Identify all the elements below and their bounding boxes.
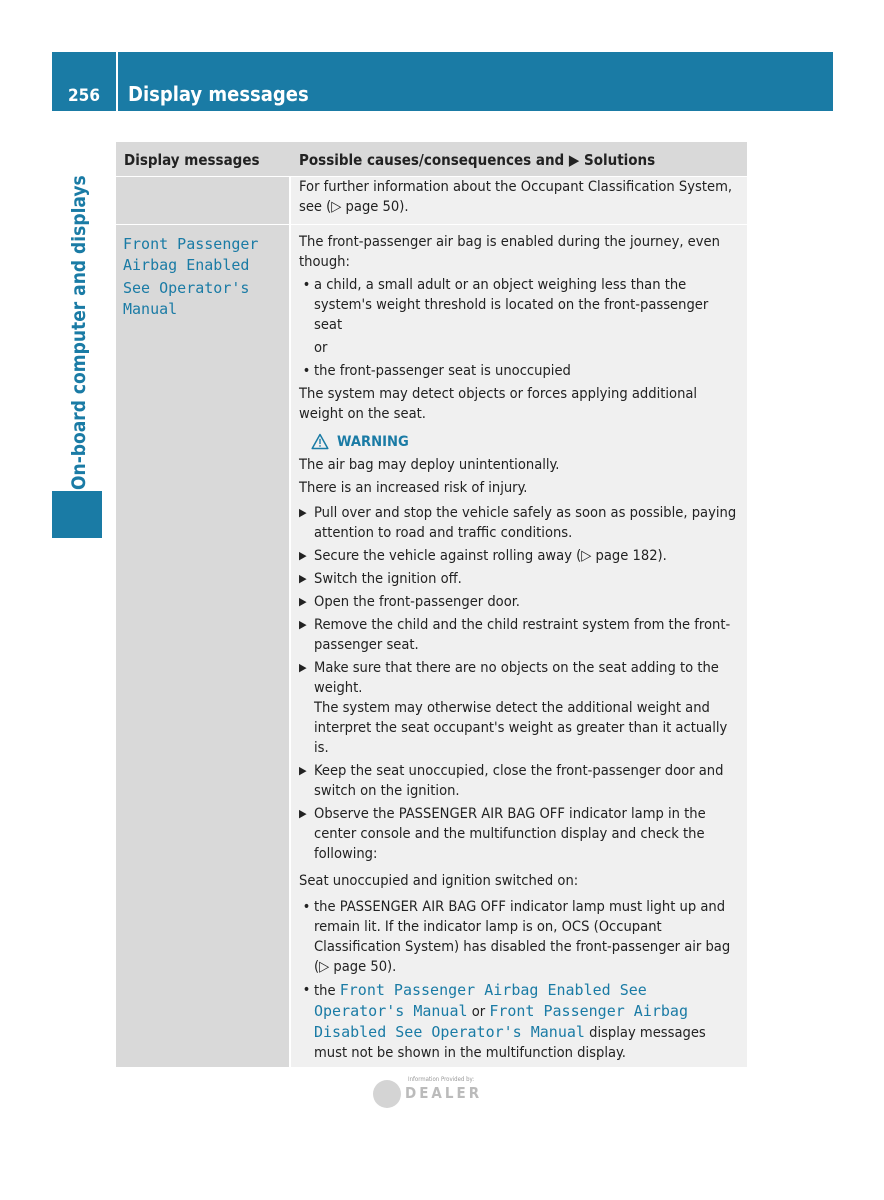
display-messages-table	[116, 142, 747, 1067]
message-line: Front Passenger	[123, 235, 259, 253]
step-item: ▶ Make sure that there are no objects on the seat adding to the weight. The system may otherwise detect the additional weight and interpret the seat occupant's weight as greater than it actually is.	[299, 659, 728, 756]
chapter-title: On-board computer and displays	[68, 175, 90, 490]
section-title: Display messages	[128, 82, 309, 106]
step-item: ▶ Keep the seat unoccupied, close the front-passenger door and switch on the ignition.	[299, 762, 724, 799]
watermark-brand: DEALER	[405, 1084, 483, 1102]
table-header	[116, 142, 747, 176]
or-text: or	[314, 339, 328, 356]
column-header-messages: Display messages	[124, 151, 260, 169]
inline-message: Front Passenger Airbag Disabled See Operator's Manual	[314, 1002, 688, 1041]
page-number: 256	[68, 86, 100, 106]
watermark-caption: Information Provided by:	[408, 1076, 475, 1083]
intro-text: The front-passenger air bag is enabled during the journey, even though:	[299, 233, 720, 270]
list-item: • the front-passenger seat is unoccupied	[302, 362, 571, 379]
warning-text: There is an increased risk of injury.	[299, 479, 528, 496]
warning-heading	[311, 433, 739, 450]
message-line: Manual	[123, 300, 178, 318]
detect-text: The system may detect objects or forces applying additional weight on the seat.	[299, 385, 698, 422]
warning-text: The air bag may deploy unintentionally.	[299, 456, 560, 473]
step-item: ▶ Switch the ignition off.	[299, 570, 462, 587]
warning-triangle-icon	[311, 433, 329, 450]
ocs-reference-text: For further information about the Occupant Classification System, see (▷ page 50).	[299, 178, 733, 215]
condition-text: Seat unoccupied and ignition switched on:	[299, 872, 579, 889]
message-line: Airbag Enabled	[123, 256, 250, 274]
step-item: ▶ Remove the child and the child restraint system from the front-passenger seat.	[299, 616, 731, 653]
list-item: • a child, a small adult or an object weighing less than the system's weight threshold is located on the front-passenger seat	[302, 276, 709, 333]
causes-cell	[289, 225, 747, 1067]
header-divider	[116, 52, 118, 111]
table-row	[116, 224, 747, 1067]
message-line: See Operator's	[123, 279, 250, 297]
step-item: ▶ Secure the vehicle against rolling away (▷ page 182).	[299, 547, 667, 564]
table-row	[116, 176, 747, 224]
step-item: ▶ Pull over and stop the vehicle safely as soon as possible, paying attention to road and traffic conditions.	[299, 504, 737, 541]
step-item: ▶ Observe the PASSENGER AIR BAG OFF indicator lamp in the center console and the multifunction display and check the following:	[299, 805, 706, 862]
list-item: • the PASSENGER AIR BAG OFF indicator lamp must light up and remain lit. If the indicator lamp is on, OCS (Occupant Classification System) has disabled the front-passenger air bag (▷ page 50).	[302, 898, 731, 975]
warning-label: WARNING	[337, 433, 409, 450]
inline-message: Front Passenger Airbag Enabled See Operator's Manual	[314, 981, 647, 1020]
message-cell	[116, 225, 289, 1067]
dealer-logo-icon	[373, 1080, 401, 1108]
list-item: • the Front Passenger Airbag Enabled See Operator's Manual or Front Passenger Airbag Disabled See Operator's Manual display messages must not be shown in the multifunction display.	[302, 981, 706, 1061]
column-header-causes: Possible causes/consequences and ▶ Solutions	[299, 151, 656, 169]
step-item: ▶ Open the front-passenger door.	[299, 593, 520, 610]
